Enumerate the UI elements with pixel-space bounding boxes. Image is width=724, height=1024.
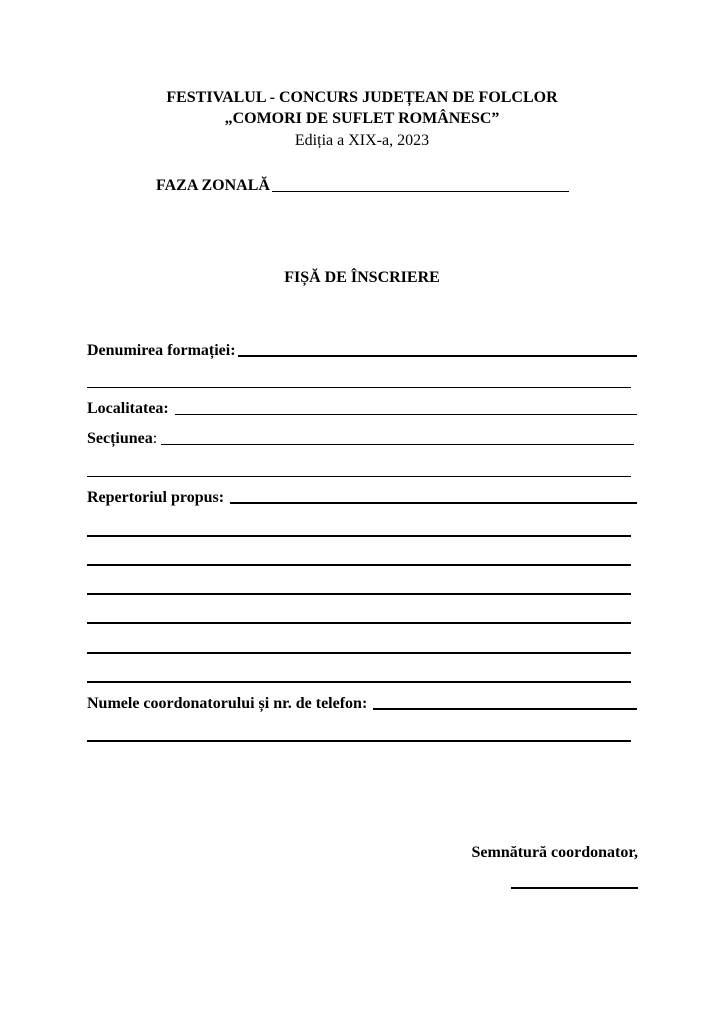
repertoire-field	[87, 488, 637, 508]
section-label: Secțiunea	[87, 430, 153, 447]
locality-label: Localitatea:	[87, 400, 169, 417]
repertoire-line-3[interactable]	[87, 593, 631, 595]
repertoire-line-6[interactable]	[87, 681, 631, 683]
coordinator-label: Numele coordonatorului și nr. de telefon:	[87, 695, 368, 712]
phase-blank-line[interactable]	[272, 191, 569, 192]
formation-name-extra-line[interactable]	[87, 387, 631, 388]
phase-label: FAZA ZONALĂ	[156, 177, 270, 194]
form-title: FIȘĂ DE ÎNSCRIERE	[284, 269, 440, 286]
section-colon: :	[152, 430, 158, 447]
signature-label: Semnătură coordonator,	[471, 844, 638, 861]
signature-line[interactable]	[511, 887, 638, 889]
section-field	[87, 429, 634, 449]
repertoire-line[interactable]	[230, 502, 637, 504]
festival-subtitle: „COMORI DE SUFLET ROMÂNESC”	[224, 110, 500, 127]
repertoire-label: Repertoriul propus:	[87, 489, 225, 506]
formation-name-field	[87, 341, 637, 361]
formation-name-label: Denumirea formației:	[87, 342, 236, 359]
repertoire-line-5[interactable]	[87, 652, 631, 654]
section-line[interactable]	[161, 444, 634, 445]
coordinator-line[interactable]	[373, 708, 637, 710]
section-extra-line[interactable]	[87, 476, 631, 477]
repertoire-line-1[interactable]	[87, 535, 631, 537]
formation-name-line[interactable]	[238, 355, 637, 357]
phase-field	[156, 176, 569, 196]
festival-title: FESTIVALUL - CONCURS JUDEȚEAN DE FOLCLOR	[166, 89, 558, 106]
locality-field	[87, 399, 637, 419]
locality-line[interactable]	[175, 414, 637, 415]
edition-line: Ediția a XIX-a, 2023	[294, 132, 430, 149]
repertoire-line-4[interactable]	[87, 622, 631, 624]
coordinator-field	[87, 694, 637, 714]
coordinator-extra-line[interactable]	[87, 740, 631, 742]
repertoire-line-2[interactable]	[87, 564, 631, 566]
